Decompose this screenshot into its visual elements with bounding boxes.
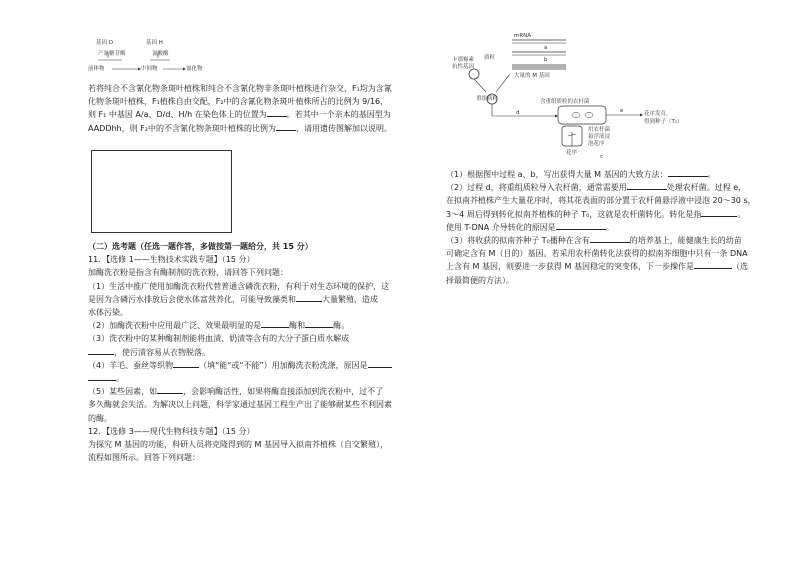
- q11-1: 是因为含磷污水排放后会使水体富营养化，可能导致藻类和 大量繁殖，造成: [88, 294, 378, 304]
- q11-intro: 加酶洗衣粉是指含有酶制剂的洗衣粉，请回答下列问题：: [88, 268, 288, 278]
- r-q3: 择最简便的方法）。: [446, 275, 514, 285]
- left-line: 则 F₁ 中基因 A/a、D/d、H/h 在染色体上的位置为 。若其中一个亲本的基因型为: [88, 110, 391, 120]
- left-line: AADDhh，则 F₂中的不含氰化物条斑叶植株的比例为 ，请用遗传图解加以说明。: [88, 123, 392, 133]
- q12-title: 12．【选修 3——现代生物科技专题】（15 分）: [88, 426, 255, 436]
- q11-1: 水体污染。: [88, 308, 128, 318]
- q12-text: 为探究 M 基因的功能，科研人员将克隆得到的 M 基因导入拟南芥植株（自交繁殖），: [88, 440, 388, 450]
- r-q3: 上含有 M 基因，则要进一步获得 M 基因稳定的突变体，下一步操作是 （选: [446, 262, 748, 272]
- step-d: d: [516, 110, 520, 116]
- q11-5: 多久酶就会失活。为解决以上问题，科学家通过基因工程生产出了能够耐某些不利因素: [88, 400, 392, 410]
- q11-3: （3）洗衣粉中的某种酶制剂能将血渍、奶渍等含有的大分子蛋白质水解成: [88, 334, 350, 344]
- mrna-label: mRNA: [514, 33, 532, 39]
- q11-1: （1）生活中推广使用加酶洗衣粉代替普通含磷洗衣粉，有利于对生态环境的保护，这: [88, 281, 390, 291]
- elective-heading: （二）选考题（任选一题作答，多做按第一题给分，共 15 分）: [88, 242, 313, 251]
- right-column: [446, 168, 756, 287]
- dip-label: 悬浮液浸: [588, 134, 611, 140]
- q11-4: （4）羊毛、蚕丝等织物 （填“能”或“不能”）用加酶洗衣粉洗涤，原因是: [88, 359, 404, 372]
- r-q2: （2）过程 d，将重组质粒导入农杆菌，通常需要用 处理农杆菌。过程 e，: [446, 183, 747, 193]
- enzyme1-label: 产氰糖苷酶: [98, 51, 126, 57]
- q11-2: （2）加酶洗衣粉中应用最广泛、效果最明显的是 酶和 酶。: [88, 321, 350, 331]
- gene-h-label: 基因 H: [146, 40, 163, 46]
- r-q2: 在拟南芥植株产生大量花序时，将其花表面的部分置于农杆菌悬浮液中浸泡 20～30 s，: [446, 196, 756, 206]
- enzyme2-label: 氰酸酶: [152, 51, 169, 57]
- precursor-label: 前体物: [88, 66, 105, 72]
- develop-label: 得到种子（T₁）: [644, 119, 683, 125]
- kana-label: 卡那霉素: [452, 57, 475, 63]
- r-q3: （3）将收获的拟南芥种子 T₀播种在含有 的培养基上，能健康生长的幼苗: [446, 236, 742, 246]
- step-a: a: [544, 45, 548, 51]
- product-label: 氰化物: [186, 66, 203, 72]
- resist-label: 抗性基因: [452, 64, 475, 70]
- dip-label: 泡花序: [588, 141, 605, 147]
- plasmid-label: 质粒: [484, 55, 496, 61]
- step-c: c: [600, 154, 604, 160]
- left-line: 若将纯合不含氰化物条斑叶植株和纯合不含氰化物非条斑叶植株进行杂交，F₁均为含氰: [88, 84, 392, 93]
- step-b: b: [544, 57, 548, 63]
- q11-5: （5）某些因素，如 ，会影响酶活性，如果将酶直接添加到洗衣粉中，过不了: [88, 387, 384, 397]
- q11-3: ，使污渍容易从衣物脱落。: [88, 346, 404, 359]
- intermediate-label: 中间物: [141, 66, 158, 72]
- r-q2: 3～4 周后得到转化拟南芥植株的种子 T₀，这就是农杆菌转化。转化是指 。: [446, 209, 746, 219]
- develop-label: 花序发育，: [644, 111, 672, 117]
- many-m-label: 大量的 M 基因: [514, 73, 550, 79]
- q11-4: 。: [88, 372, 404, 385]
- gene-d-label: 基因 D: [96, 40, 113, 46]
- recomb-label: 重组质粒: [476, 96, 499, 102]
- step-e: e: [620, 108, 624, 114]
- q11-title: 11．【选修 1——生物技术实践专题】（15 分）: [88, 255, 255, 265]
- agro-label: 含重组质粒的农杆菌: [540, 99, 590, 105]
- flower-label: 花序: [566, 150, 578, 156]
- q12-text: 流程如图所示。回答下列问题：: [88, 453, 200, 463]
- left-line: 化物条斑叶植株，F₁植株自由交配，F₂中的含氰化物条斑叶植株所占的比例为 9/16，: [88, 97, 389, 107]
- r-q2: 使用 T-DNA 介导转化的原因是 。: [446, 222, 614, 232]
- dip-label: 用农杆菌: [588, 127, 611, 133]
- q11-5: 的酶。: [88, 413, 112, 423]
- r-q3: 可确定含有 M（目的）基因。若采用农杆菌转化法获得的拟南芥细胞中只有一条 DNA: [446, 249, 748, 259]
- r-q1: （1）根据图中过程 a、b，写出获得大量 M 基因的大致方法： 。: [446, 170, 716, 179]
